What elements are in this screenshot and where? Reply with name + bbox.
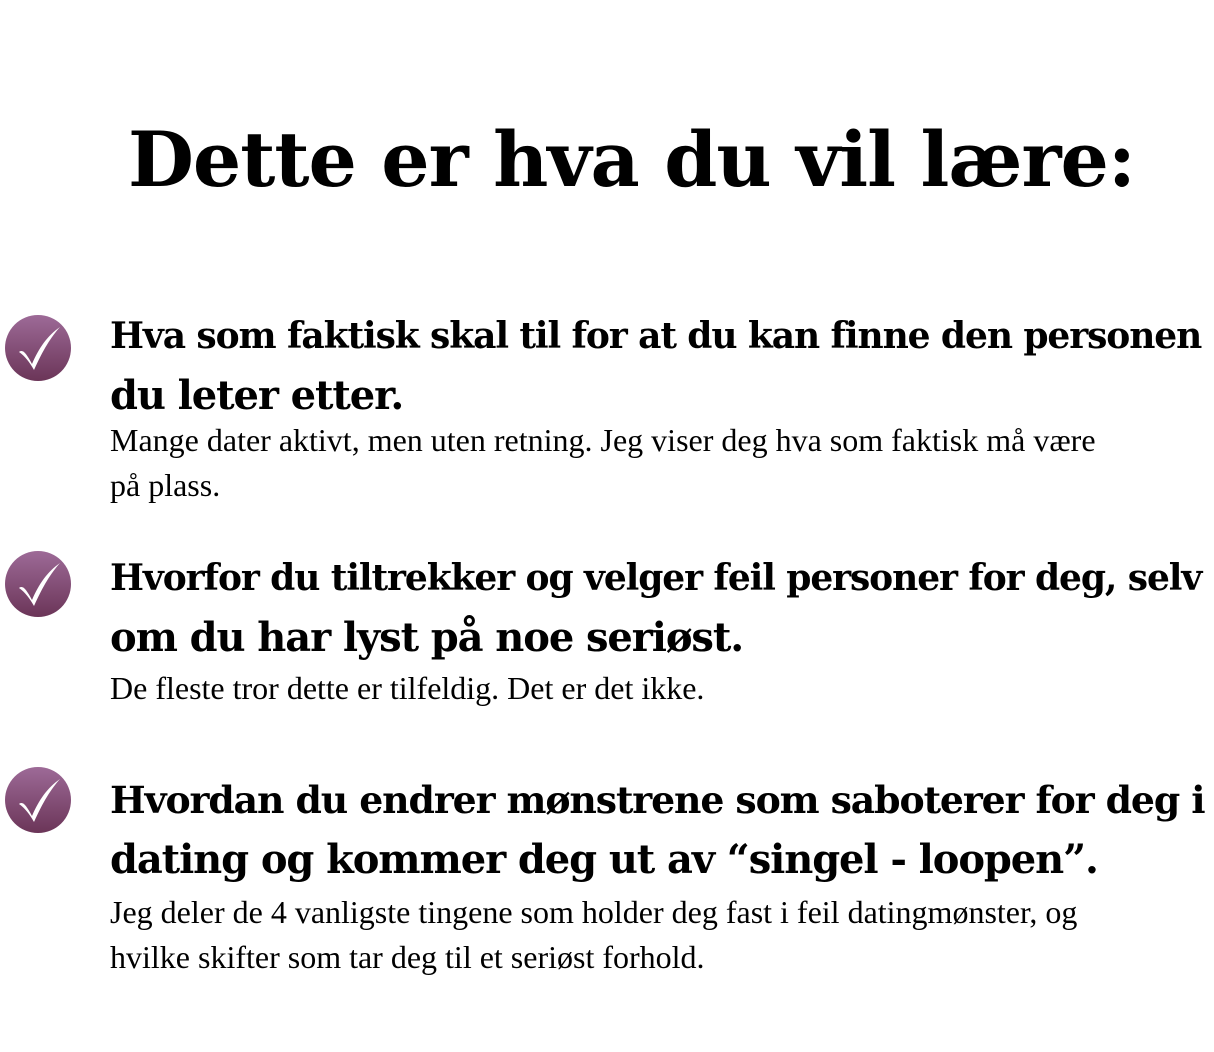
checkmark-icon — [5, 315, 71, 381]
benefit-heading-line: du leter etter. — [110, 372, 404, 419]
benefit-heading-line: Hvorfor du tiltrekker og velger feil personer for deg, selv — [110, 557, 1202, 599]
benefit-heading-line: Hva som faktisk skal til for at du kan finne den personen — [110, 315, 1202, 357]
benefit-heading — [110, 548, 1210, 668]
benefit-heading-line: dating og kommer deg ut av “singel - loopen”. — [110, 836, 1098, 883]
checkmark-icon — [5, 551, 71, 617]
benefit-heading-line: om du har lyst på noe seriøst. — [110, 614, 744, 661]
benefit-description — [110, 418, 1210, 508]
benefit-description-line: på plass. — [110, 467, 221, 503]
benefit-description-line: hvilke skifter som tar deg til et seriøst forhold. — [110, 939, 705, 975]
benefit-description-line: De fleste tror dette er tilfeldig. Det er det ikke. — [110, 670, 705, 706]
benefit-heading — [110, 770, 1210, 890]
benefit-description-line: Mange dater aktivt, men uten retning. Jeg viser deg hva som faktisk må være — [110, 422, 1096, 458]
page-title: Dette er hva du vil lære: — [128, 115, 1135, 204]
benefit-heading — [110, 306, 1210, 426]
benefit-description — [110, 666, 1210, 711]
benefit-description — [110, 890, 1210, 980]
benefit-heading-line: Hvordan du endrer mønstrene som saboterer for deg i — [110, 778, 1205, 822]
checkmark-icon — [5, 767, 71, 833]
benefit-description-line: Jeg deler de 4 vanligste tingene som holder deg fast i feil datingmønster, og — [110, 894, 1078, 930]
